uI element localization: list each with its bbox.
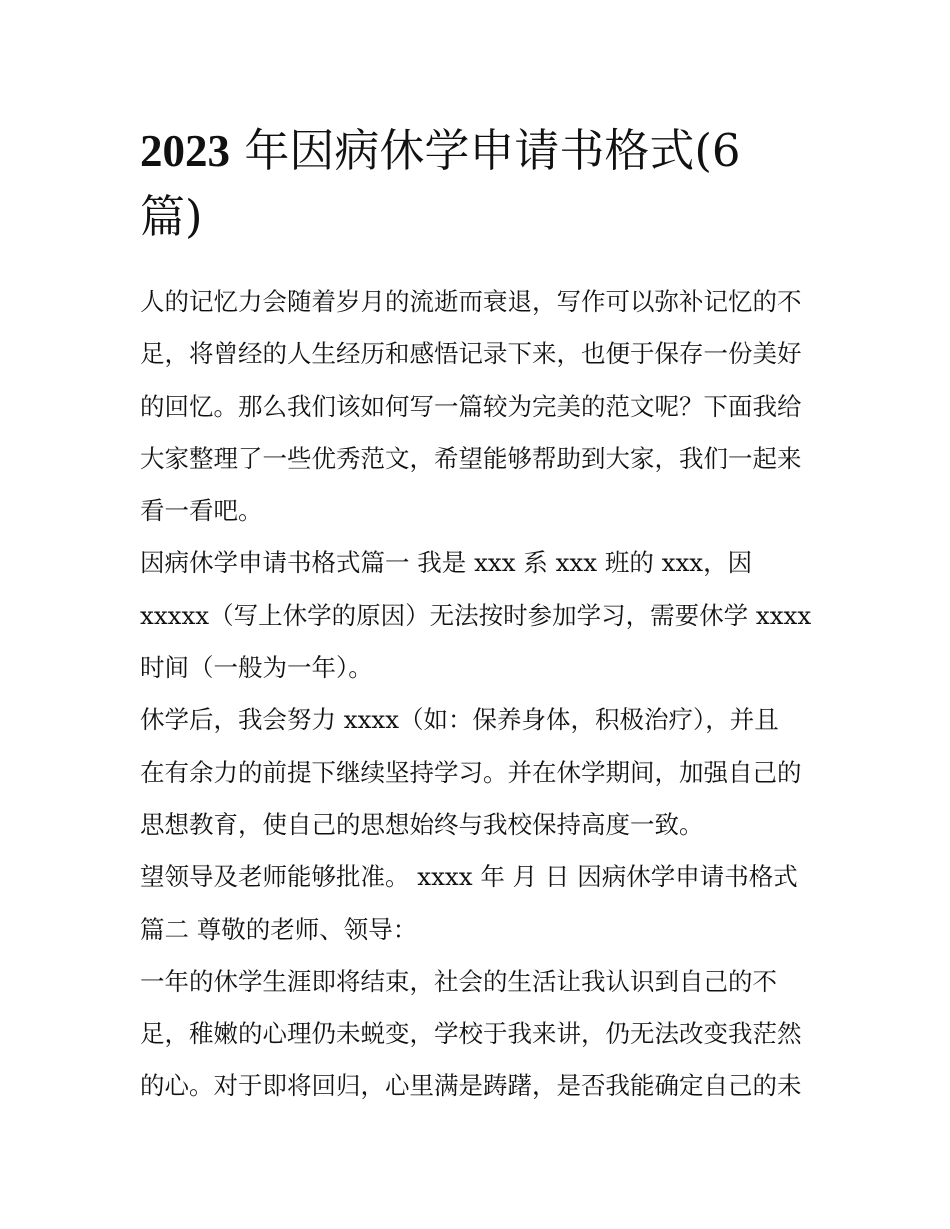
document-body — [140, 276, 820, 1113]
title-text-line2: 篇) — [140, 190, 203, 243]
body-line: 思想教育，使自己的思想始终与我校保持高度一致。 — [140, 809, 704, 839]
body-line: 望领导及老师能够批准。 xxxx 年 月 日 因病休学申请书格式 — [140, 862, 798, 892]
body-line: 时间（一般为一年）。 — [140, 653, 373, 683]
document-title — [140, 118, 830, 250]
body-line: 的心。对于即将回归，心里满是踌躇，是否我能确定自己的未 — [140, 1071, 802, 1101]
body-line: 的回忆。那么我们该如何写一篇较为完美的范文呢？下面我给 — [140, 391, 802, 421]
title-year: 2023 — [140, 126, 230, 176]
body-line: xxxxx（写上休学的原因）无法按时参加学习，需要休学 xxxx — [140, 600, 812, 630]
body-line: 足，将曾经的人生经历和感悟记录下来，也便于保存一份美好 — [140, 339, 802, 369]
body-line: 大家整理了一些优秀范文，希望能够帮助到大家，我们一起来 — [140, 443, 802, 473]
body-line: 一年的休学生涯即将结束，社会的生活让我认识到自己的不 — [140, 966, 777, 996]
body-line: 篇二 尊敬的老师、领导： — [140, 914, 418, 944]
title-text: 年因病休学申请书格式(6 — [244, 124, 741, 177]
body-line: 在有余力的前提下继续坚持学习。并在休学期间，加强自己的 — [140, 757, 802, 787]
body-line: 休学后，我会努力 xxxx（如：保养身体，积极治疗），并且 — [140, 705, 779, 735]
body-line: 人的记忆力会随着岁月的流逝而衰退，写作可以弥补记忆的不 — [140, 287, 802, 316]
body-line: 因病休学申请书格式篇一 我是 xxx 系 xxx 班的 xxx，因 — [140, 548, 753, 578]
body-line: 看一看吧。 — [140, 496, 263, 526]
body-line: 足，稚嫩的心理仍未蜕变，学校于我来讲，仍无法改变我茫然 — [140, 1019, 802, 1049]
